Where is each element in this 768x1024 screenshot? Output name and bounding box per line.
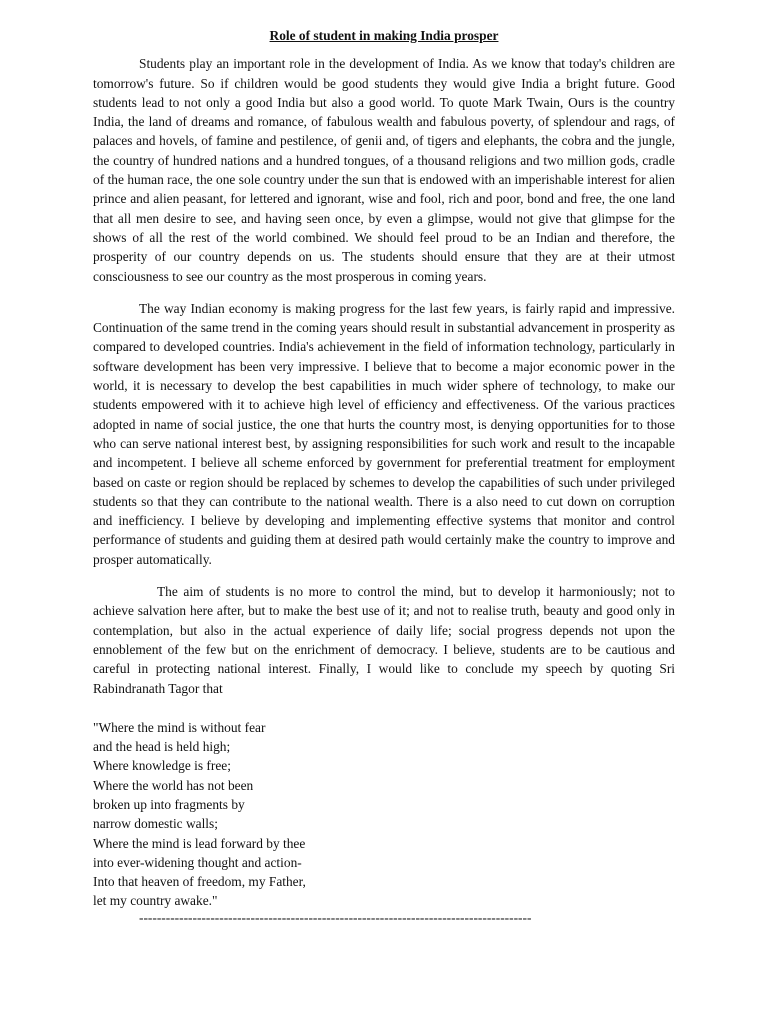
poem-line: Where the world has not been (93, 777, 254, 793)
paragraph-2: The way Indian economy is making progress for the last few years, is fairly rapid and impressive. Continuation of the same trend in the coming years should result in substantial advancement in prosperity as compared to developed countries. India's achievement in the field of information technology, particularly in software development has been very impressive. I believe that to become a major economic power in the world, it is necessary to develop the best capabilities in much wider sphere of technology, to make our students empowered with it to achieve high level of efficiency and effectiveness. Of the various practices adopted in name of social justice, the one that hurts the country most, is denying opportunities for to those who can serve national interest best, by assigning responsibilities for such work and result to the incapable and incompetent. I believe all scheme enforced by government for preferential treatment for employment based on caste or region should be replaced by schemes to develop the capabilities of such under privileged students so that they can contribute to the national wealth. There is a also need to cut down on corruption and inefficiency. I believe by developing and implementing effective systems that monitor and control performance of students and guiding them at desired path would certainly make the country to improve and prosper automatically. (93, 300, 675, 567)
poem-line: Where knowledge is free; (93, 758, 231, 774)
poem-line: Into that heaven of freedom, my Father, (93, 874, 306, 890)
document-page (93, 26, 675, 925)
poem-line: Where the mind is lead forward by thee (93, 835, 306, 851)
dashed-divider: ---------------------------------------------------------------------------------------- (139, 910, 532, 925)
paragraph-3: The aim of students is no more to control the mind, but to develop it harmoniously; not to achieve salvation here after, but to make the best use of it; and not to realise truth, beauty and good only in contemplation, but also in the actual experience of daily life; social progress depends not upon the ennoblement of the few but on the enrichment of democracy. I believe, students are to be cautious and careful in protecting national interest. Finally, I would like to conclude my speech by quoting Sri Rabindranath Tagor that (93, 584, 675, 696)
poem-quote (93, 718, 675, 911)
poem-line: broken up into fragments by (93, 796, 245, 812)
poem-line: let my country awake." (93, 893, 218, 909)
poem-line: and the head is held high; (93, 739, 231, 755)
poem-line: into ever-widening thought and action- (93, 854, 302, 870)
poem-line: narrow domestic walls; (93, 816, 218, 832)
paragraph-1: Students play an important role in the development of India. As we know that today's children are tomorrow's future. So if children would be good students they would give India a bright future. Good students lead to not only a good India but also a good world. To quote Mark Twain, Ours is the country India, the land of dreams and romance, of fabulous wealth and fabulous poverty, of splendour and rags, of palaces and hovels, of famine and pestilence, of genii and, of tigers and elephants, the cobra and the jungle, the country of hundred nations and a hundred tongues, of a thousand religions and two million gods, cradle of the human race, the one sole country under the sun that is endowed with an imperishable interest for alien prince and alien peasant, for lettered and ignorant, wise and fool, rich and poor, bond and free, the one land that all men desire to see, and having seen once, by even a glimpse, would not give that glimpse for the shows of all the rest of the world combined. We should feel proud to be an Indian and therefore, the prosperity of our country depends on us. The students should ensure that they are at their utmost consciousness to see our country as the most prosperous in coming years. (93, 56, 675, 284)
document-title: Role of student in making India prosper (269, 28, 499, 43)
poem-line: "Where the mind is without fear (93, 719, 266, 735)
